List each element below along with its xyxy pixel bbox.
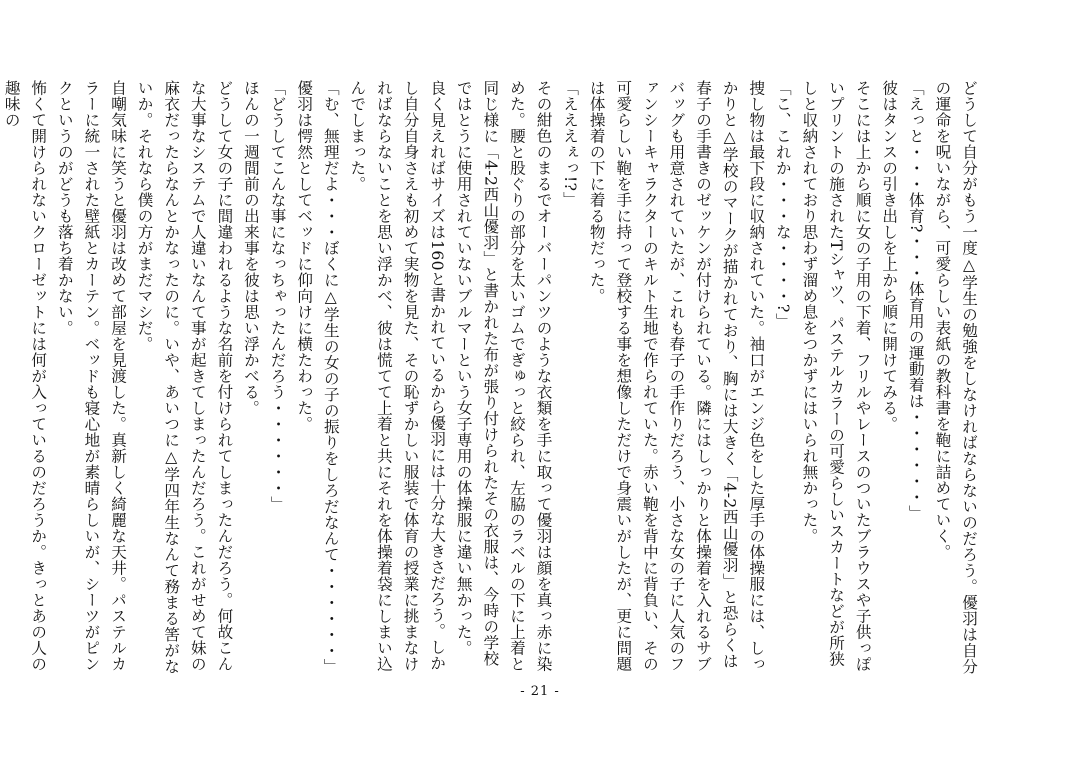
paragraph: 捜し物は最下段に収納されていた。袖口がエンジ色をした厚手の体操服には、しっかりと△学校のマークが描かれており、胸には大きく「4-2西山優羽」と恐らくは春子の手書きのゼッケンが付けられている。隣にはしっかりと体操着を入れるサブバッグも用意されていたが、これも春子の手作りだろう、小さな女の子に人気のファンシーキャラクターのキルト生地で作られていた。赤い鞄を背中に背負い、その可愛らしい鞄を手に持って登校する事を想像しただけで身震いがしたが、更に問題は体操着の下に着る物だった。 [587, 80, 766, 672]
page-number: - 21 - [520, 684, 560, 699]
paragraph: 「む、無理だよ・・・ぼくに△学生の女の子の振りをしろだなんて・・・・・・」 [321, 80, 340, 675]
paragraph: どうして女の子に間違われるような名前を付けられてしまったんだろう。何故こんな大事なシステムで人違いなんて事が起きてしまったんだろう。これがせめて妹の麻衣だったらなんとかなったのに。いや、あいつに△学四年生なんて務まる筈がないか。それなら僕の方がまだマシだ。 [135, 80, 234, 675]
body-text [2, 80, 982, 680]
paragraph: その紺色のまるでオーバーパンツのような衣類を手に取って優羽は顔を真っ赤に染めた。腰と股ぐりの部分を太いゴムでぎゅっと絞られ、左脇のラベルの下に上着と同じ様に「4-2西山優羽」と書かれた布が張り付けられたその衣服は、今時の学校ではとうに使用されていないブルマーという女子専用の体操服に違い無かった。 [454, 80, 553, 672]
paragraph: どうして自分がもう一度△学生の勉強をしなければならないのだろう。優羽は自分の運命を呪いながら、可愛らしい表紙の教科書を鞄に詰めていく。 [933, 80, 978, 675]
paragraph: 自嘲気味に笑うと優羽は改めて部屋を見渡した。真新しく綺麗な天井。パステルカラーに統一された壁紙とカーテン。ベッドも寝心地が素晴らしいが、シーツがピンクというのがどうも落ち着かない。 [55, 80, 127, 672]
paragraph: 「どうしてこんな事になっちゃったんだろう・・・・・・」 [268, 80, 287, 512]
paragraph: 良く見えればサイズは160と書かれているから優羽には十分な大きさだろう。しかし自分自身さえも初めて実物を見た、その恥ずかしい服装で体育の授業に挑まなければならないことを思い浮かべ、彼は慌てて上着と共にそれを体操着袋にしまい込んでしまった。 [348, 80, 447, 672]
paragraph: ほんの一週間前の出来事を彼は思い浮かべる。 [241, 80, 260, 416]
paragraph: 「えええぇっ!?」 [561, 80, 580, 208]
paragraph: 怖くて開けられないクローゼットには何が入っているのだろうか。きっとあの人の趣味の [2, 80, 48, 672]
paragraph: 「えっと・・・体育?・・・体育用の運動着は・・・・・・」 [906, 80, 925, 521]
paragraph: そこには上から順に女の子用の下着、フリルやレースのついたブラウスや子供っぽいプリントの施されたTシャツ、パステルカラーの可愛らしいスカートなどが所狭しと収納されており思わず溜め息をつかずにはいられ無かった。 [800, 80, 872, 672]
paragraph: 「こ、これか・・・な・・・・?」 [773, 80, 792, 329]
paragraph: 優羽は愕然としてベッドに仰向けに横たわった。 [295, 80, 314, 432]
paragraph: 彼はタンスの引き出しを上から順に開けてみる。 [880, 80, 899, 432]
